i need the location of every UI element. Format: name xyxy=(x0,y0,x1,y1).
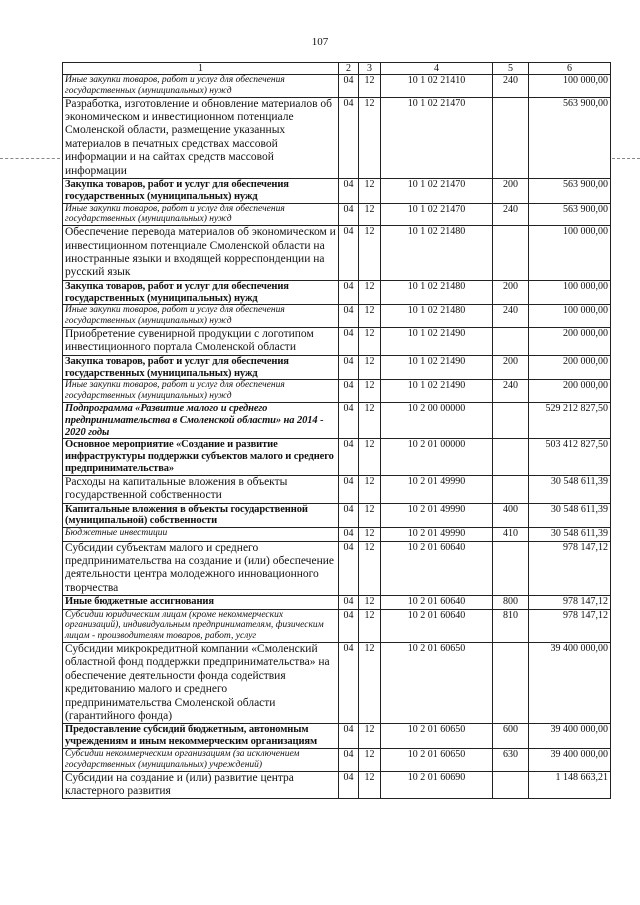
cell-target-code: 10 1 02 21470 xyxy=(381,97,493,178)
cell-subsection: 12 xyxy=(359,771,381,799)
cell-section: 04 xyxy=(339,749,359,772)
cell-amount: 563 900,00 xyxy=(529,97,611,178)
cell-section: 04 xyxy=(339,305,359,328)
cell-name: Субсидии юридическим лицам (кроме некоммерческих организаций), индивидуальным предпринимателям, физическим лицам - производителям товаров, работ, услуг xyxy=(63,609,339,642)
cell-name: Разработка, изготовление и обновление материалов об экономическом и инвестиционном потенциале Смоленской области, размещение указанных материалов в печатных средствах массовой информации и на сайтах средств массовой информации xyxy=(63,97,339,178)
table-row xyxy=(63,724,611,749)
cell-amount: 200 000,00 xyxy=(529,380,611,403)
table-row xyxy=(63,203,611,226)
cell-target-code: 10 2 01 60650 xyxy=(381,643,493,724)
cell-section: 04 xyxy=(339,596,359,609)
cell-expense-type: 240 xyxy=(493,305,529,328)
cell-section: 04 xyxy=(339,328,359,356)
cell-expense-type: 600 xyxy=(493,724,529,749)
right-margin-mark xyxy=(612,158,640,159)
cell-subsection: 12 xyxy=(359,749,381,772)
cell-amount: 100 000,00 xyxy=(529,226,611,281)
cell-target-code: 10 1 02 21480 xyxy=(381,226,493,281)
header-cell-name: 1 xyxy=(63,63,339,75)
cell-section: 04 xyxy=(339,203,359,226)
cell-name: Бюджетные инвестиции xyxy=(63,528,339,541)
cell-section: 04 xyxy=(339,609,359,642)
table-row xyxy=(63,503,611,528)
table-row xyxy=(63,305,611,328)
cell-section: 04 xyxy=(339,403,359,439)
cell-section: 04 xyxy=(339,179,359,204)
page-number: 107 xyxy=(311,36,329,48)
cell-expense-type: 410 xyxy=(493,528,529,541)
cell-target-code: 10 2 00 00000 xyxy=(381,403,493,439)
cell-section: 04 xyxy=(339,75,359,98)
cell-name: Субсидии субъектам малого и среднего предпринимательства на создание и (или) обеспечение деятельности центра молодежного инновационного творчества xyxy=(63,541,339,596)
cell-subsection: 12 xyxy=(359,439,381,475)
cell-expense-type xyxy=(493,403,529,439)
cell-subsection: 12 xyxy=(359,528,381,541)
table-row xyxy=(63,97,611,178)
cell-expense-type xyxy=(493,541,529,596)
cell-section: 04 xyxy=(339,280,359,305)
cell-section: 04 xyxy=(339,380,359,403)
cell-section: 04 xyxy=(339,643,359,724)
table-row xyxy=(63,328,611,356)
cell-amount: 200 000,00 xyxy=(529,355,611,380)
cell-name: Субсидии на создание и (или) развитие центра кластерного развития xyxy=(63,771,339,799)
cell-section: 04 xyxy=(339,771,359,799)
cell-subsection: 12 xyxy=(359,355,381,380)
cell-amount: 39 400 000,00 xyxy=(529,749,611,772)
cell-target-code: 10 2 01 49990 xyxy=(381,528,493,541)
cell-name: Подпрограмма «Развитие малого и среднего предпринимательства в Смоленской области» на 2014 - 2020 годы xyxy=(63,403,339,439)
cell-subsection: 12 xyxy=(359,179,381,204)
cell-subsection: 12 xyxy=(359,541,381,596)
cell-target-code: 10 2 01 60640 xyxy=(381,541,493,596)
cell-expense-type: 800 xyxy=(493,596,529,609)
cell-expense-type: 240 xyxy=(493,75,529,98)
cell-subsection: 12 xyxy=(359,226,381,281)
header-cell-amount: 6 xyxy=(529,63,611,75)
cell-section: 04 xyxy=(339,355,359,380)
cell-expense-type xyxy=(493,226,529,281)
cell-amount: 978 147,12 xyxy=(529,596,611,609)
cell-section: 04 xyxy=(339,97,359,178)
cell-section: 04 xyxy=(339,226,359,281)
cell-name: Иные закупки товаров, работ и услуг для обеспечения государственных (муниципальных) нужд xyxy=(63,305,339,328)
cell-amount: 529 212 827,50 xyxy=(529,403,611,439)
cell-amount: 39 400 000,00 xyxy=(529,643,611,724)
table-row xyxy=(63,475,611,503)
cell-subsection: 12 xyxy=(359,724,381,749)
cell-amount: 978 147,12 xyxy=(529,541,611,596)
cell-target-code: 10 2 01 00000 xyxy=(381,439,493,475)
cell-subsection: 12 xyxy=(359,380,381,403)
cell-name: Основное мероприятие «Создание и развитие инфраструктуры поддержки субъектов малого и среднего предпринимательства» xyxy=(63,439,339,475)
cell-amount: 563 900,00 xyxy=(529,203,611,226)
table-row xyxy=(63,528,611,541)
cell-target-code: 10 1 02 21490 xyxy=(381,355,493,380)
table-row xyxy=(63,643,611,724)
cell-expense-type xyxy=(493,475,529,503)
cell-name: Субсидии некоммерческим организациям (за исключением государственных (муниципальных) учреждений) xyxy=(63,749,339,772)
cell-name: Иные бюджетные ассигнования xyxy=(63,596,339,609)
cell-subsection: 12 xyxy=(359,97,381,178)
cell-subsection: 12 xyxy=(359,280,381,305)
cell-expense-type: 400 xyxy=(493,503,529,528)
cell-target-code: 10 1 02 21470 xyxy=(381,203,493,226)
cell-name: Предоставление субсидий бюджетным, автономным учреждениям и иным некоммерческим организациям xyxy=(63,724,339,749)
cell-expense-type: 240 xyxy=(493,203,529,226)
cell-name: Капитальные вложения в объекты государственной (муниципальной) собственности xyxy=(63,503,339,528)
cell-amount: 30 548 611,39 xyxy=(529,528,611,541)
cell-subsection: 12 xyxy=(359,403,381,439)
cell-name: Субсидии микрокредитной компании «Смоленский областной фонд поддержки предпринимательства» на обеспечение деятельности фонда содействия кредитованию малого и среднего предпринимательства Смоленской области (гарантийного фонда) xyxy=(63,643,339,724)
table-row xyxy=(63,179,611,204)
cell-subsection: 12 xyxy=(359,203,381,226)
cell-name: Иные закупки товаров, работ и услуг для обеспечения государственных (муниципальных) нужд xyxy=(63,203,339,226)
table-row xyxy=(63,609,611,642)
cell-section: 04 xyxy=(339,541,359,596)
cell-section: 04 xyxy=(339,503,359,528)
header-cell-section: 2 xyxy=(339,63,359,75)
table-row xyxy=(63,596,611,609)
cell-target-code: 10 2 01 60650 xyxy=(381,724,493,749)
table-row xyxy=(63,403,611,439)
cell-amount: 30 548 611,39 xyxy=(529,475,611,503)
cell-subsection: 12 xyxy=(359,75,381,98)
table-row xyxy=(63,355,611,380)
table-row xyxy=(63,771,611,799)
cell-expense-type: 200 xyxy=(493,355,529,380)
table-row xyxy=(63,541,611,596)
cell-amount: 503 412 827,50 xyxy=(529,439,611,475)
cell-section: 04 xyxy=(339,724,359,749)
cell-target-code: 10 1 02 21410 xyxy=(381,75,493,98)
cell-target-code: 10 2 01 49990 xyxy=(381,475,493,503)
cell-expense-type: 240 xyxy=(493,380,529,403)
cell-name: Приобретение сувенирной продукции с логотипом инвестиционного портала Смоленской области xyxy=(63,328,339,356)
cell-expense-type: 200 xyxy=(493,280,529,305)
cell-subsection: 12 xyxy=(359,643,381,724)
cell-name: Закупка товаров, работ и услуг для обеспечения государственных (муниципальных) нужд xyxy=(63,355,339,380)
cell-section: 04 xyxy=(339,439,359,475)
cell-subsection: 12 xyxy=(359,305,381,328)
cell-subsection: 12 xyxy=(359,596,381,609)
cell-target-code: 10 1 02 21480 xyxy=(381,280,493,305)
cell-target-code: 10 2 01 49990 xyxy=(381,503,493,528)
cell-target-code: 10 1 02 21470 xyxy=(381,179,493,204)
table-row xyxy=(63,380,611,403)
cell-target-code: 10 2 01 60640 xyxy=(381,596,493,609)
header-cell-expense-type: 5 xyxy=(493,63,529,75)
left-margin-mark xyxy=(0,158,60,159)
cell-subsection: 12 xyxy=(359,609,381,642)
header-cell-target-code: 4 xyxy=(381,63,493,75)
cell-target-code: 10 2 01 60650 xyxy=(381,749,493,772)
cell-expense-type: 810 xyxy=(493,609,529,642)
cell-amount: 200 000,00 xyxy=(529,328,611,356)
table-row xyxy=(63,280,611,305)
cell-amount: 1 148 663,21 xyxy=(529,771,611,799)
cell-target-code: 10 1 02 21490 xyxy=(381,380,493,403)
cell-expense-type xyxy=(493,97,529,178)
cell-expense-type xyxy=(493,439,529,475)
cell-subsection: 12 xyxy=(359,475,381,503)
cell-amount: 30 548 611,39 xyxy=(529,503,611,528)
cell-amount: 100 000,00 xyxy=(529,305,611,328)
cell-expense-type xyxy=(493,328,529,356)
cell-target-code: 10 2 01 60640 xyxy=(381,609,493,642)
cell-name: Обеспечение перевода материалов об экономическом и инвестиционном потенциале Смоленской области на иностранные языки и входящей корреспонденции на русский язык xyxy=(63,226,339,281)
cell-name: Закупка товаров, работ и услуг для обеспечения государственных (муниципальных) нужд xyxy=(63,280,339,305)
cell-target-code: 10 1 02 21480 xyxy=(381,305,493,328)
cell-expense-type xyxy=(493,643,529,724)
cell-expense-type xyxy=(493,771,529,799)
cell-subsection: 12 xyxy=(359,503,381,528)
cell-amount: 978 147,12 xyxy=(529,609,611,642)
cell-target-code: 10 2 01 60690 xyxy=(381,771,493,799)
table-header-row xyxy=(63,63,611,75)
cell-subsection: 12 xyxy=(359,328,381,356)
cell-name: Расходы на капитальные вложения в объекты государственной собственности xyxy=(63,475,339,503)
cell-section: 04 xyxy=(339,528,359,541)
table-row xyxy=(63,75,611,98)
table-row xyxy=(63,749,611,772)
cell-amount: 100 000,00 xyxy=(529,280,611,305)
cell-target-code: 10 1 02 21490 xyxy=(381,328,493,356)
cell-amount: 100 000,00 xyxy=(529,75,611,98)
table-row xyxy=(63,439,611,475)
cell-name: Иные закупки товаров, работ и услуг для обеспечения государственных (муниципальных) нужд xyxy=(63,75,339,98)
cell-expense-type: 630 xyxy=(493,749,529,772)
table-row xyxy=(63,226,611,281)
budget-table xyxy=(62,62,611,799)
cell-section: 04 xyxy=(339,475,359,503)
cell-amount: 563 900,00 xyxy=(529,179,611,204)
cell-expense-type: 200 xyxy=(493,179,529,204)
cell-amount: 39 400 000,00 xyxy=(529,724,611,749)
cell-name: Иные закупки товаров, работ и услуг для обеспечения государственных (муниципальных) нужд xyxy=(63,380,339,403)
header-cell-subsection: 3 xyxy=(359,63,381,75)
cell-name: Закупка товаров, работ и услуг для обеспечения государственных (муниципальных) нужд xyxy=(63,179,339,204)
